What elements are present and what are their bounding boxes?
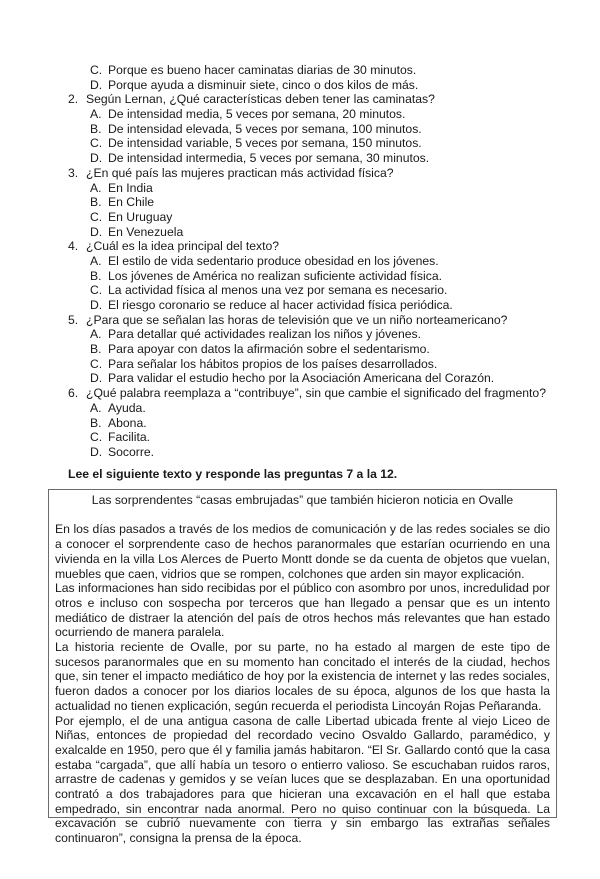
passage-paragraph-2: Las informaciones han sido recibidas por el público con asombro por unos, incredulidad por otros e incluso con sospecha por terceros que han llegado a pensar que es un intento mediático de distraer la atención del país de otros hechos más relevantes que han estado ocurriendo de manera paralela.: [55, 581, 550, 640]
option-5a: A. Para detallar qué actividades realizan los niños y jóvenes.: [90, 327, 421, 342]
instruction-heading: Lee el siguiente texto y responde las preguntas 7 a la 12.: [68, 467, 398, 481]
question-4: 4. ¿Cuál es la idea principal del texto?: [68, 239, 280, 254]
option-3d: D. En Venezuela: [90, 224, 184, 239]
option-5c: C. Para señalar los hábitos propios de los países desarrollados.: [90, 356, 438, 371]
option-3b: B. En Chile: [90, 195, 155, 210]
option-3a: A. En India: [90, 180, 153, 195]
passage-paragraph-1: En los días pasados a través de los medios de comunicación y de las redes sociales se dio a conocer el sorprendente caso de hechos paranormales que estarían ocurriendo en una vivienda en la villa Los Alerces de Puerto Montt donde se da cuenta de objetos que vuelan, muebles que caen, vidrios que se rompen, colchones que arden sin mayor explicación.: [55, 522, 550, 581]
option-3c: C. En Uruguay: [90, 209, 173, 224]
option-6c: C. Facilita.: [90, 430, 150, 445]
option-4c: C. La actividad física al menos una vez por semana es necesario.: [90, 283, 448, 298]
option-5d: D. Para validar el estudio hecho por la Asociación Americana del Corazón.: [90, 371, 495, 386]
option-4b: B. Los jóvenes de América no realizan suficiente actividad física.: [90, 268, 442, 283]
question-2: 2. Según Lernan, ¿Qué características deben tener las caminatas?: [68, 92, 435, 107]
option-4d: D. El riesgo coronario se reduce al hacer actividad física periódica.: [90, 298, 453, 312]
passage-paragraph-4: Por ejemplo, el de una antigua casona de calle Libertad ubicada frente al viejo Liceo de Niñas, entonces de propiedad del recordado vecino Osvaldo Gallardo, paramédico, y exalcalde en 1950, pero que él y familia jamás habitaron. “El Sr. Gallardo contó que la casa estaba “cargada”, que allí había un tesoro o entierro valioso. Se escuchaban ruidos raros, arrastre de cadenas y gemidos y se veían luces que se desplazaban. En una oportunidad contrató a dos trabajadores para que hicieran una excavación en el hall que estaba empedrado, sin encontrar nada anormal. Pero no quiso continuar con la búsqueda. La excavación se cubrió nuevamente con tierra y sin embargo las extrañas señales continuaron”, consigna la prensa de la época.: [55, 713, 550, 846]
question-5: 5. ¿Para que se señalan las horas de televisión que ve un niño norteamericano?: [68, 312, 508, 327]
question-3: 3. ¿En qué país las mujeres practican más actividad física?: [68, 165, 394, 180]
reading-passage-box: [48, 489, 557, 846]
question-list: [68, 63, 568, 460]
spacer: [55, 508, 550, 523]
option-2c: C. De intensidad variable, 5 veces por semana, 150 minutos.: [90, 136, 422, 151]
option-2a: A. De intensidad media, 5 veces por semana, 20 minutos.: [90, 107, 406, 122]
option-4a: A. El estilo de vida sedentario produce obesidad en los jóvenes.: [90, 253, 439, 268]
option-1c: C. Porque es bueno hacer caminatas diarias de 30 minutos.: [90, 63, 417, 77]
passage-paragraph-3: La historia reciente de Ovalle, por su parte, no ha estado al margen de este tipo de sucesos paranormales que en su momento han concitado el interés de la ciudad, hechos que, sin tener el impacto mediático de hoy por la existencia de internet y las redes sociales, fueron dados a conocer por los diarios locales de su época, algunos de los que hasta la actualidad no tienen explicación, según recuerda el periodista Lincoyán Rojas Peñaranda.: [55, 640, 550, 713]
option-5b: B. Para apoyar con datos la afirmación sobre el sedentarismo.: [90, 342, 430, 357]
passage-title: Las sorprendentes “casas embrujadas” que también hicieron noticia en Ovalle: [91, 493, 514, 507]
option-2d: D. De intensidad intermedia, 5 veces por semana, 30 minutos.: [90, 151, 430, 166]
option-2b: B. De intensidad elevada, 5 veces por semana, 100 minutos.: [90, 121, 422, 136]
option-1d: D. Porque ayuda a disminuir siete, cinco o dos kilos de más.: [90, 77, 419, 92]
question-6: 6. ¿Qué palabra reemplaza a “contribuye”, sin que cambie el significado del fragmento?: [68, 386, 546, 401]
option-6b: B. Abona.: [90, 415, 147, 430]
option-6a: A. Ayuda.: [90, 400, 146, 415]
option-6d: D. Socorre.: [90, 444, 155, 459]
